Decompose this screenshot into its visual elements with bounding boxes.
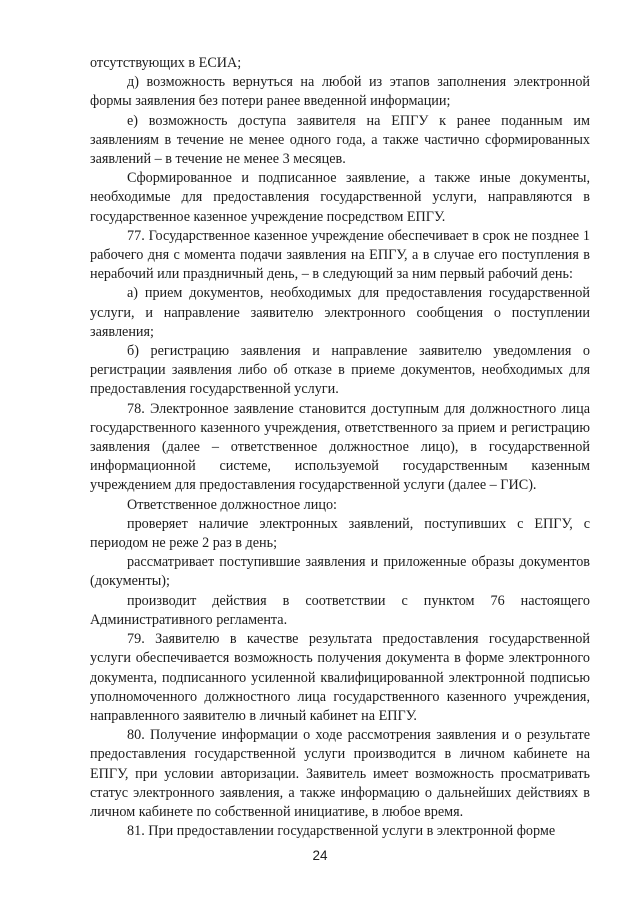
- paragraph-79: 79. Заявителю в качестве результата предоставления государственной услуги обеспечивается возможность получения документа в форме электронного документа, подписанного усиленной квалифицированной электронной подписью уполномоченного должностного лица государственного казенного учреждения, направленного заявителю в личный кабинет на ЕПГУ.: [90, 631, 590, 724]
- paragraph-reviews: рассматривает поступившие заявления и приложенные образы документов (документы);: [90, 554, 590, 590]
- paragraph-78: 78. Электронное заявление становится доступным для должностного лица государственного казенного учреждения, ответственного за прием и регистрацию заявления (далее – ответственное должностное лицо), в государственной информационной системе, используемой государственным казенным учреждением для предоставления государственной услуги (далее – ГИС).: [90, 400, 590, 494]
- paragraph-80: 80. Получение информации о ходе рассмотрения заявления и о результате предоставления государственной услуги производится в личном кабинете на ЕПГУ, при условии авторизации. Заявитель имеет возможность просматривать статус электронного заявления, а также информацию о дальнейших действиях в личном кабинете по собственной инициативе, в любое время.: [90, 727, 590, 820]
- paragraph-77-item-a: а) прием документов, необходимых для предоставления государственной услуги, и направление заявителю электронного сообщения о поступлении заявления;: [90, 285, 590, 340]
- paragraph-81: 81. При предоставлении государственной услуги в электронной форме: [127, 823, 556, 840]
- document-body: [90, 54, 590, 841]
- paragraph-77-item-b: б) регистрацию заявления и направление заявителю уведомления о регистрации заявления либо об отказе в приеме документов, необходимых для предоставления государственной услуги.: [90, 343, 590, 398]
- page-number: 24: [312, 848, 328, 863]
- paragraph-item-e: е) возможность доступа заявителя на ЕПГУ к ранее поданным им заявлениям в течение не менее одного года, а также частично сформированных заявлений – в течение не менее 3 месяцев.: [90, 112, 590, 168]
- paragraph-item-d: д) возможность вернуться на любой из этапов заполнения электронной формы заявления без потери ранее введенной информации;: [90, 74, 590, 110]
- paragraph-responsible-official: Ответственное должностное лицо:: [127, 496, 337, 513]
- paragraph-77: 77. Государственное казенное учреждение обеспечивает в срок не позднее 1 рабочего дня с момента подачи заявления на ЕПГУ, а в случае его поступления в нерабочий или праздничный день, – в следующий за ним первый рабочий день:: [90, 227, 590, 283]
- paragraph-performs: производит действия в соответствии с пунктом 76 настоящего Административного регламента.: [90, 592, 590, 628]
- paragraph-esia-continuation: отсутствующих в ЕСИА;: [90, 55, 242, 71]
- paragraph-submission: Сформированное и подписанное заявление, а также иные документы, необходимые для предоставления государственной услуги, направляются в государственное казенное учреждение посредством ЕПГУ.: [90, 170, 590, 225]
- paragraph-checks: проверяет наличие электронных заявлений, поступивших с ЕПГУ, с периодом не реже 2 раз в день;: [90, 515, 590, 552]
